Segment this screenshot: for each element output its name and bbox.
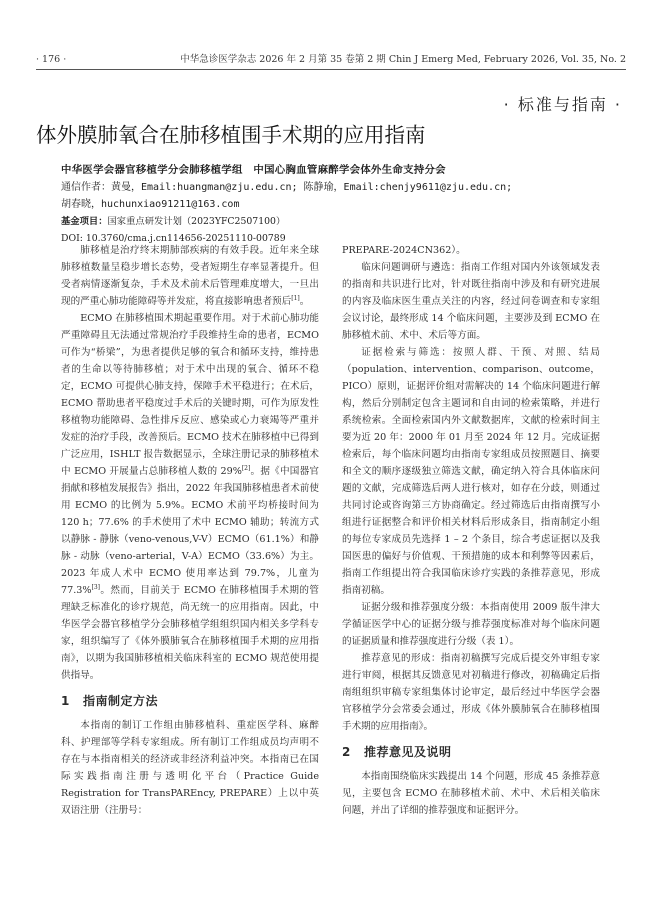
section-heading — [342, 742, 600, 762]
doi: DOI: 10.3760/cma.j.cn114656-20251110-00789 — [61, 233, 286, 244]
paragraph-continued: PREPARE-2024CN362）。 — [342, 245, 466, 256]
right-column — [342, 242, 600, 819]
section-heading — [61, 691, 319, 711]
funding-text: 国家重点研发计划（2023YFC2507100） — [107, 216, 286, 227]
section-heading-text: 推荐意见及说明 — [364, 745, 452, 759]
paragraph: 证据分级和推荐强度分级：本指南使用 2009 版牛津大学循证医学中心的证据分级与推荐强度标准对每个临床问题的证据质量和推荐强度进行分级（表 1）。 — [342, 602, 600, 647]
corresponding-authors: 通信作者：黄曼，Email:huangman@zju.edu.cn; 陈静瑜，Email:chenjy9611@zju.edu.cn; — [61, 182, 513, 193]
paragraph: ECMO 在肺移植围术期起重要作用。对于术前心肺功能严重障碍且无法通过常规治疗手段维持生命的患者，ECMO 可作为“桥梁”，为患者提供足够的氧合和循环支持，维持患者的生命以等待肺移植；对于术中出现的氧合、循环不稳定，ECMO 可提供心肺支持，保障手术平稳进行；在术后，ECMO 帮助患者平稳度过手术后的关键时期，可作为原发性移植物功能障碍、急性排斥反应、感染或心力衰竭等严重并发症的治疗手段，改善预后。ECMO 技术在肺移植中已得到广泛应用，ISHLT 报告数据显示，全球注册记录的肺移植术中 ECMO 开展量占总肺移植人数的 29%[2]。据《中国器官捐献和移植发展报告》指出，2022 年我国肺移植患者术前使用 ECMO 的比例为 5.9%。ECMO 术前平均桥接时间为 120 h；77.6% 的手术使用了术中 ECMO 辅助；转流方式以静脉 - 静脉（veno-venous,V-V）ECMO（61.1%）和静脉 - 动脉（veno-arterial，V-A）ECMO（33.6%）为主。2023 年成人术中 ECMO 使用率达到 79.7%，儿童为 77.3%[3]。然而，目前关于 ECMO 在肺移植围手术期的管理缺乏标准化的诊疗规范，尚无统一的应用指南。因此，中华医学会器官移植学分会肺移植学组组织国内相关多学科专家，组织编写了《体外膜肺氧合在肺移植围手术期的应用指南》，以期为我国肺移植相关临床科室的 ECMO 规范使用提供指导。 — [61, 313, 319, 681]
funding-label: 基金项目： — [61, 216, 108, 227]
section-heading-text: 指南制定方法 — [83, 694, 159, 708]
left-column — [61, 242, 319, 819]
paragraph: 本指南的制订工作组由肺移植科、重症医学科、麻醉科、护理部等学科专家组成。所有制订工作组成员均声明不存在与本指南相关的经济或非经济利益冲突。本指南已在国际实践指南注册与透明化平台（Practice Guide Registration for TransPAREncy, PREPARE）上以中英双语注册（注册号： — [61, 720, 319, 816]
article-title: 体外膜肺氧合在肺移植围手术期的应用指南 — [36, 123, 426, 147]
funding — [61, 213, 626, 230]
citation-ref[interactable]: [1] — [291, 295, 300, 302]
paragraph: 肺移植是治疗终末期肺部疾病的有效手段。近年来全球肺移植数量呈稳步增长态势，受者短期生存率显著提升。但受者病情逐渐复杂，手术及术前术后管理难度增大，一旦出现的严重心肺功能障碍等并发症，将直接影响患者预后[1]。 — [61, 245, 319, 307]
paragraph: 临床问题调研与遴选：指南工作组对国内外该领域发表的指南和共识进行比对，针对既往指南中涉及和有研究进展的内容及临床医生重点关注的内容，经过问卷调查和专家组会议讨论，最终形成 14 个临床问题，主要涉及到 ECMO 在肺移植术前、术中、术后等方面。 — [342, 262, 600, 341]
section-tag: · 标准与指南 · — [503, 95, 622, 114]
author-groups: 中华医学会器官移植学分会肺移植学组 中国心胸血管麻醉学会体外生命支持分会 — [61, 164, 446, 176]
paragraph: 证据检索与筛选：按照人群、干预、对照、结局（population、intervention、comparison、outcome，PICO）原则，证据评价组对需解决的 14 个临床问题进行解构，然后分别制定包含主题词和自由词的检索策略，并进行系统检索。全面检索国内外文献数据库，文献的检索时间主要为近 20 年：2000 年 01 月至 2024 年 12 月。完成证据检索后，每个临床问题均由指南专家组成员按照题目、摘要和全文的顺序逐级独立筛选文献，确定纳入符合具体临床问题的文献，完成筛选后两人进行核对，如存在分歧，则通过共同讨论或咨询第三方协商确定。经过筛选后由指南撰写小组进行证据整合和评价相关材料后形成条目，指南制定小组的每位专家成员先选择 1 – 2 个条目，综合考虑证据以及我国医患的偏好与价值观、干预措施的成本和利弊等因素后，指南工作组提出符合我国临床诊疗实践的条推荐意见，形成指南初稿。 — [342, 347, 600, 596]
paragraph: 本指南围绕临床实践提出 14 个问题，形成 45 条推荐意见，主要包含 ECMO 在肺移植术前、术中、术后相关临床问题，并出了详细的推荐强度和证据评分。 — [342, 771, 600, 816]
page-number: · 176 · — [36, 54, 67, 65]
citation-ref[interactable]: [2] — [241, 465, 251, 472]
front-matter — [61, 162, 626, 247]
corresponding-authors-cont: 胡春晓，huchunxiao91211@163.com — [61, 199, 240, 210]
citation-ref[interactable]: [3] — [91, 584, 100, 591]
running-header — [36, 54, 626, 70]
journal-citation: 中华急诊医学杂志 2026 年 2 月第 35 卷第 2 期 Chin J Emerg Med, February 2026, Vol. 35, No. 2 — [180, 54, 626, 65]
section-number: 1 — [61, 694, 70, 708]
paragraph: 推荐意见的形成：指南初稿撰写完成后提交外审组专家进行审阅，根据其反馈意见对初稿进行修改，初稿确定后指南组组织审稿专家组集体讨论审定，最后经过中华医学会器官移植学分会常委会通过，形成《体外膜肺氧合在肺移植围手术期的应用指南》。 — [342, 653, 600, 732]
section-number: 2 — [342, 745, 351, 759]
